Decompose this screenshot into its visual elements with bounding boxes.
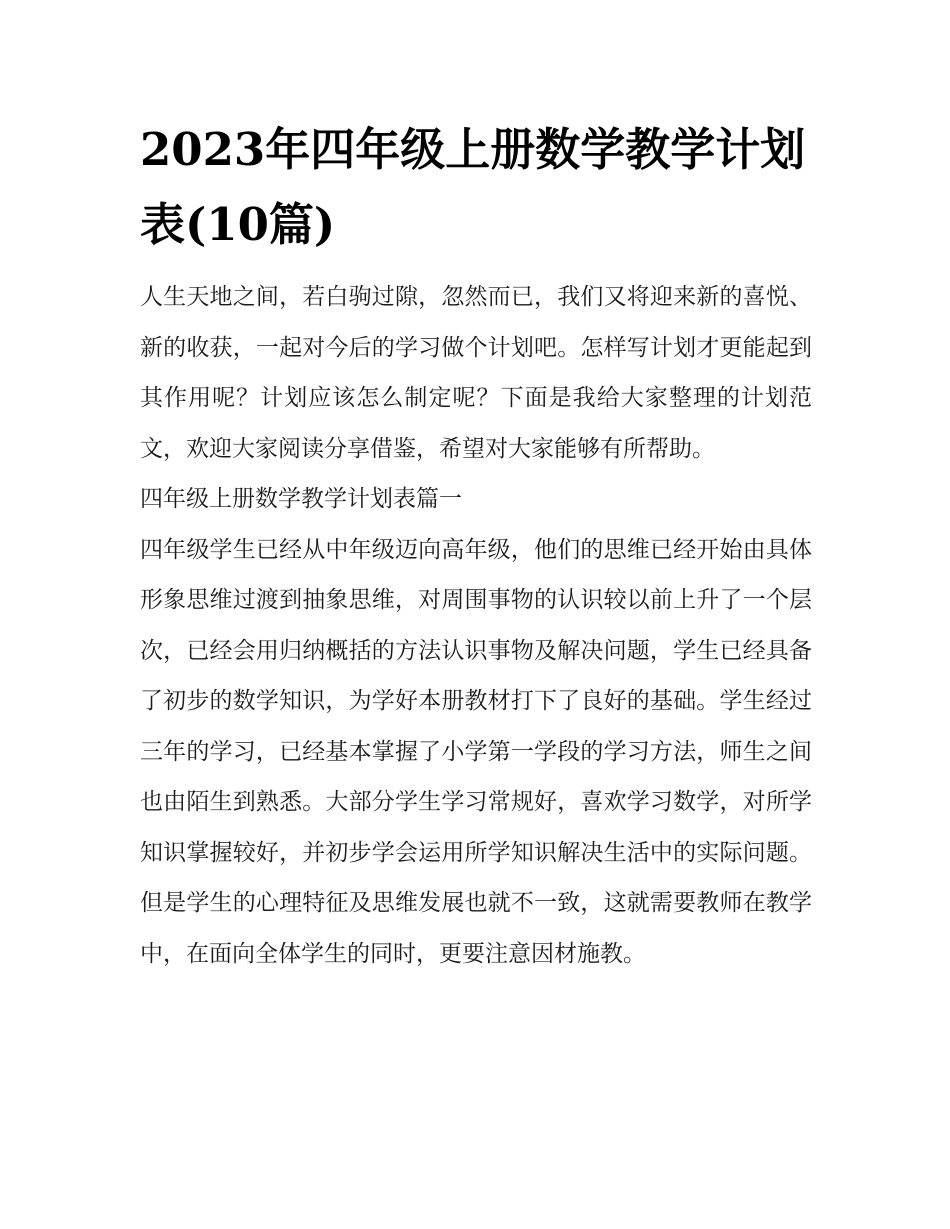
document-title: 2023年四年级上册数学教学计划表(10篇) [140,123,806,251]
document-content [140,112,812,979]
section-body-paragraph: 四年级学生已经从中年级迈向高年级，他们的思维已经开始由具体形象思维过渡到抽象思维，对周围事物的认识较以前上升了一个层次，已经会用归纳概括的方法认识事物及解决问题，学生已经具备了初步的数学知识，为学好本册教材打下了良好的基础。学生经过三年的学习，已经基本掌握了小学第一学段的学习方法，师生之间也由陌生到熟悉。大部分学生学习常规好，喜欢学习数学，对所学知识掌握较好，并初步学会运用所学知识解决生活中的实际问题。但是学生的心理特征及思维发展也就不一致，这就需要教师在教学中，在面向全体学生的同时，更要注意因材施教。 [140,536,812,967]
intro-paragraph: 人生天地之间，若白驹过隙，忽然而已，我们又将迎来新的喜悦、新的收获，一起对今后的学习做个计划吧。怎样写计划才更能起到其作用呢？计划应该怎么制定呢？下面是我给大家整理的计划范文，欢迎大家阅读分享借鉴，希望对大家能够有所帮助。 [140,284,812,462]
section-heading: 四年级上册数学教学计划表篇一 [140,486,462,512]
